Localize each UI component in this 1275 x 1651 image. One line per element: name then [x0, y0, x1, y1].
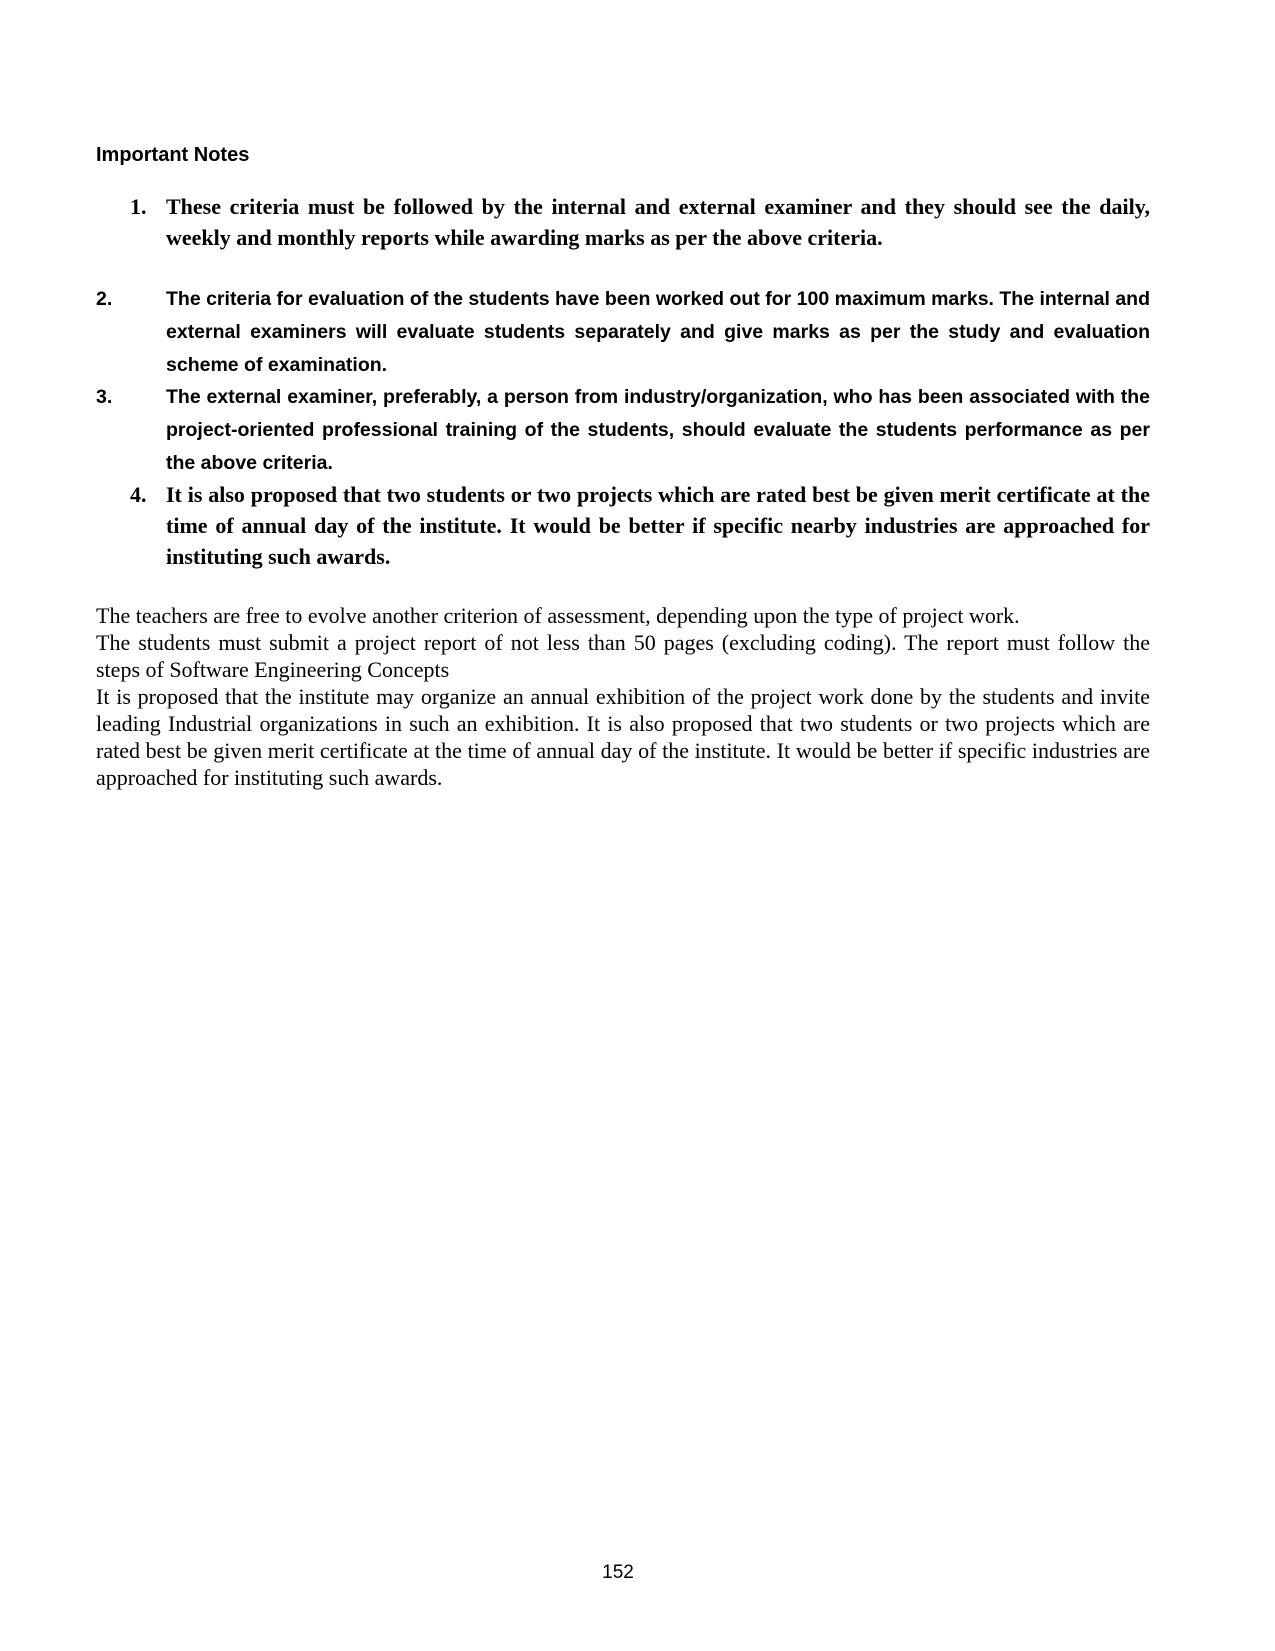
- body-paragraph-3: It is proposed that the institute may organize an annual exhibition of the project work done by the students and invite leading Industrial organizations in such an exhibition. It is also proposed that two students or two projects which are rated best be given merit certificate at the time of annual day of the institute. It would be better if specific industries are approached for instituting such awards.: [96, 684, 1150, 790]
- note-number: 4.: [130, 482, 147, 507]
- note-number: 3.: [96, 386, 113, 408]
- note-text: The criteria for evaluation of the students have been worked out for 100 maximum marks. The internal and external examiners will evaluate students separately and give marks as per the study and evaluation scheme of examination.: [166, 288, 1150, 376]
- body-paragraph-1: The teachers are free to evolve another criterion of assessment, depending upon the type of project work.: [96, 603, 1020, 628]
- section-heading: Important Notes: [96, 144, 250, 166]
- page-number: 152: [602, 1562, 634, 1583]
- note-text: These criteria must be followed by the internal and external examiner and they should see the daily, weekly and monthly reports while awarding marks as per the above criteria.: [166, 194, 1150, 250]
- body-paragraph-2: The students must submit a project report of not less than 50 pages (excluding coding). The report must follow the steps of Software Engineering Concepts: [96, 630, 1150, 682]
- note-text: It is also proposed that two students or two projects which are rated best be given merit certificate at the time of annual day of the institute. It would be better if specific nearby industries are approached for instituting such awards.: [166, 482, 1150, 569]
- note-number: 2.: [96, 288, 113, 310]
- note-text: The external examiner, preferably, a person from industry/organization, who has been associated with the project-oriented professional training of the students, should evaluate the students performance as per the above criteria.: [166, 386, 1150, 474]
- note-number: 1.: [130, 194, 147, 219]
